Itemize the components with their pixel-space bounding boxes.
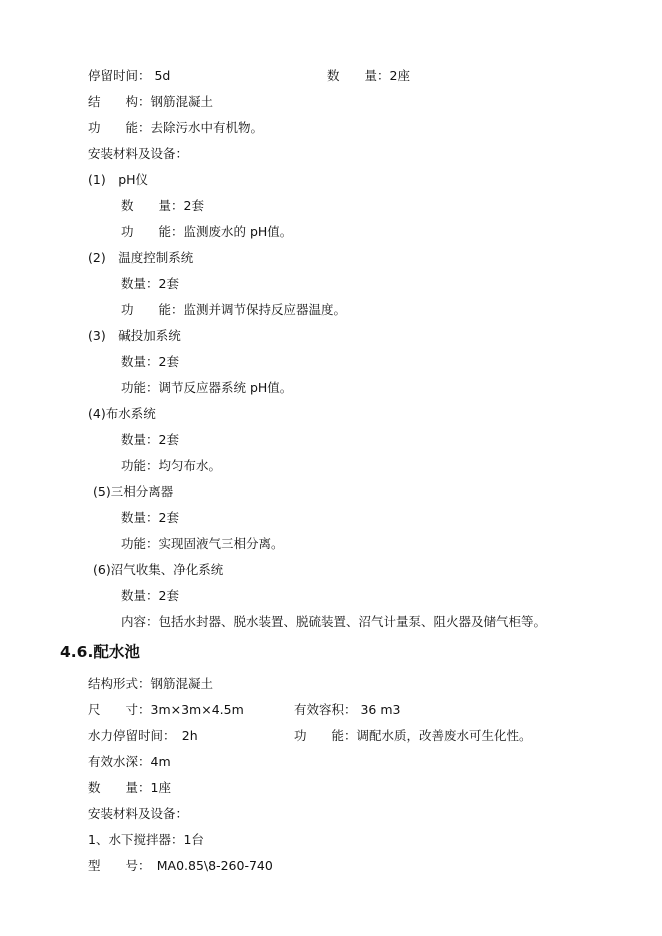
equipment-detail: 数量：2套 <box>121 276 179 291</box>
equipment-title: (1) pH仪 <box>88 172 149 187</box>
structure-text: 结 构：钢筋混凝土 <box>88 94 214 109</box>
equipment-detail: 内容：包括水封器、脱水装置、脱硫装置、沼气计量泵、阻火器及储气柜等。 <box>121 614 547 629</box>
equipment-detail: 功能：实现固液气三相分离。 <box>121 536 284 551</box>
equipment-detail: 功能：调节反应器系统 pH值。 <box>121 380 293 395</box>
equipment-detail: 功能：均匀布水。 <box>121 458 222 473</box>
section-heading: 4.6.配水池 <box>60 643 140 661</box>
equipment-title: (3) 碱投加系统 <box>88 328 181 343</box>
equipment-detail: 数量：2套 <box>121 432 179 447</box>
equipment-detail: 数量：2套 <box>121 588 179 603</box>
effective-depth-text: 有效水深：4m <box>88 754 171 769</box>
equipment-detail: 数量：2套 <box>121 354 179 369</box>
mixer-item-text: 1、水下搅拌器：1台 <box>88 832 204 847</box>
tank-count-text: 数 量：2座 <box>327 68 410 83</box>
function-text: 功 能：去除污水中有机物。 <box>88 120 264 135</box>
hydraulic-retention-text: 水力停留时间： 2h <box>88 728 198 743</box>
retention-time-text: 停留时间： 5d <box>88 68 171 83</box>
pool-install-title: 安装材料及设备： <box>88 806 189 821</box>
pool-function-text: 功 能：调配水质，改善废水可生化性。 <box>294 728 532 743</box>
install-title: 安装材料及设备： <box>88 146 189 161</box>
equipment-title: (5)三相分离器 <box>93 484 174 499</box>
structure-form-text: 结构形式：钢筋混凝土 <box>88 676 214 691</box>
equipment-detail: 数量：2套 <box>121 510 179 525</box>
size-text: 尺 寸：3m×3m×4.5m <box>88 702 244 717</box>
equipment-title: (2) 温度控制系统 <box>88 250 194 265</box>
equipment-title: (4)布水系统 <box>88 406 156 421</box>
equipment-detail: 功 能：监测并调节保持反应器温度。 <box>121 302 347 317</box>
equipment-detail: 数 量：2套 <box>121 198 204 213</box>
equipment-title: (6)沼气收集、净化系统 <box>93 562 224 577</box>
effective-volume-text: 有效容积： 36 m3 <box>294 702 401 717</box>
mixer-model-text: 型 号： MA0.85\8-260-740 <box>88 858 273 873</box>
pool-quantity-text: 数 量：1座 <box>88 780 171 795</box>
equipment-detail: 功 能：监测废水的 pH值。 <box>121 224 293 239</box>
